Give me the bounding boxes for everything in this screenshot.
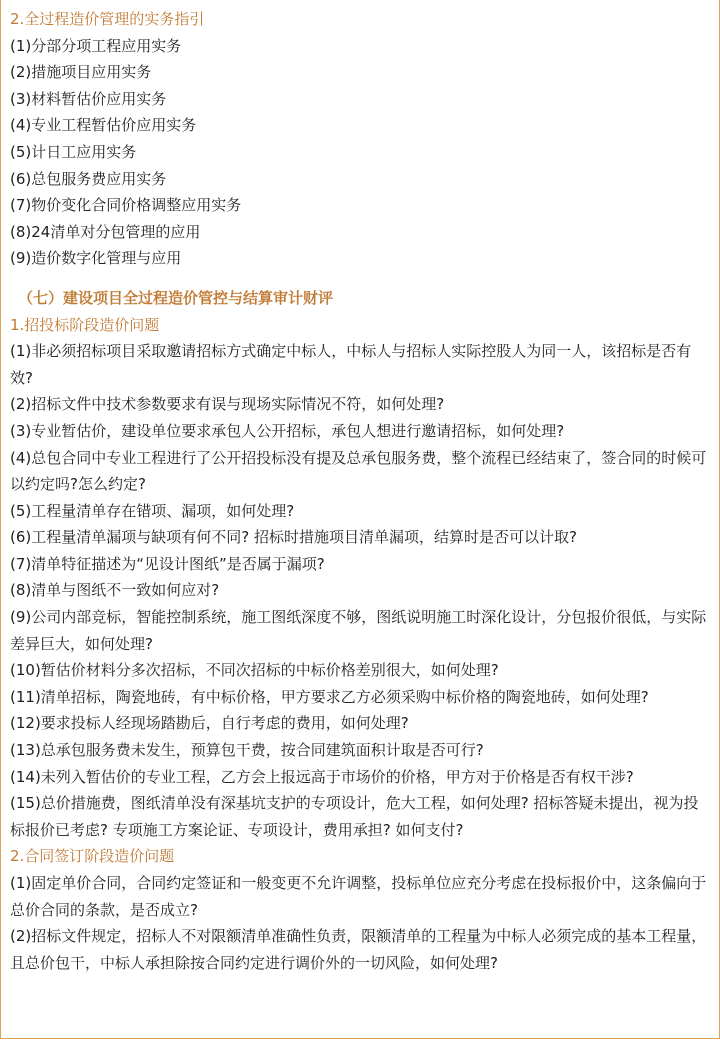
section-title: （七）建设项目全过程造价管控与结算审计财评 xyxy=(18,288,334,307)
list-item: (5)工程量清单存在错项、漏项，如何处理? xyxy=(10,501,295,520)
list-item: (12)要求投标人经现场踏勘后，自行考虑的费用，如何处理? xyxy=(10,714,409,733)
list-item: (5)计日工应用实务 xyxy=(10,142,137,161)
list-item: (2)招标文件规定，招标人不对限额清单准确性负责，限额清单的工程量为中标人必须完成的基本工程量，且总价包干，中标人承担除按合同约定进行调价外的一切风险，如何处理? xyxy=(10,927,707,972)
list-item: (6)总包服务费应用实务 xyxy=(10,169,167,188)
list-item: (9)造价数字化管理与应用 xyxy=(10,249,182,268)
list-item: (10)暂估价材料分多次招标，不同次招标的中标价格差别很大，如何处理? xyxy=(10,661,499,680)
list-item: (13)总承包服务费未发生，预算包干费，按合同建筑面积计取是否可行? xyxy=(10,741,484,760)
list-item: (15)总价措施费，图纸清单没有深基坑支护的专项设计，危大工程，如何处理? 招标答疑未提出，视为投标报价已考虑? 专项施工方案论证、专项设计，费用承担? 如何支付? xyxy=(10,794,699,839)
list-item: (4)专业工程暂估价应用实务 xyxy=(10,116,197,135)
list-item: (1)固定单价合同，合同约定签证和一般变更不允许调整，投标单位应充分考虑在投标报价中，这条偏向于总价合同的条款，是否成立? xyxy=(10,874,707,919)
list-item: (2)招标文件中技术参数要求有误与现场实际情况不符，如何处理? xyxy=(10,395,445,414)
subsection-heading: 2.合同签订阶段造价问题 xyxy=(10,847,175,866)
list-item: (1)非必须招标项目采取邀请招标方式确定中标人，中标人与招标人实际控股人为同一人，该招标是否有效? xyxy=(10,342,692,387)
list-item: (1)分部分项工程应用实务 xyxy=(10,36,182,55)
list-item: (11)清单招标，陶瓷地砖，有中标价格，甲方要求乙方必须采购中标价格的陶瓷地砖，如何处理? xyxy=(10,687,649,706)
list-item: (4)总包合同中专业工程进行了公开招投标没有提及总承包服务费，整个流程已经结束了，签合同的时候可以约定吗?怎么约定? xyxy=(10,448,707,494)
list-item: (7)物价变化合同价格调整应用实务 xyxy=(10,196,242,215)
list-item: (6)工程量清单漏项与缺项有何不同? 招标时措施项目清单漏项，结算时是否可以计取? xyxy=(10,528,577,547)
list-item: (8)清单与图纸不一致如何应对? xyxy=(10,581,220,600)
list-item: (3)材料暂估价应用实务 xyxy=(10,89,167,108)
list-item: (8)24清单对分包管理的应用 xyxy=(10,222,201,241)
list-item: (14)未列入暂估价的专业工程，乙方会上报远高于市场价的价格，甲方对于价格是否有权干涉? xyxy=(10,767,634,786)
part2-heading: 2.全过程造价管理的实务指引 xyxy=(10,10,205,28)
list-item: (9)公司内部竞标，智能控制系统，施工图纸深度不够，图纸说明施工时深化设计，分包报价很低，与实际差异巨大，如何处理? xyxy=(10,608,707,653)
list-item: (2)措施项目应用实务 xyxy=(10,63,152,82)
subsection-heading: 1.招投标阶段造价问题 xyxy=(10,315,160,334)
list-item: (7)清单特征描述为“见设计图纸”是否属于漏项? xyxy=(10,554,325,573)
list-item: (3)专业暂估价，建设单位要求承包人公开招标，承包人想进行邀请招标，如何处理? xyxy=(10,421,565,440)
document-body xyxy=(10,6,710,976)
